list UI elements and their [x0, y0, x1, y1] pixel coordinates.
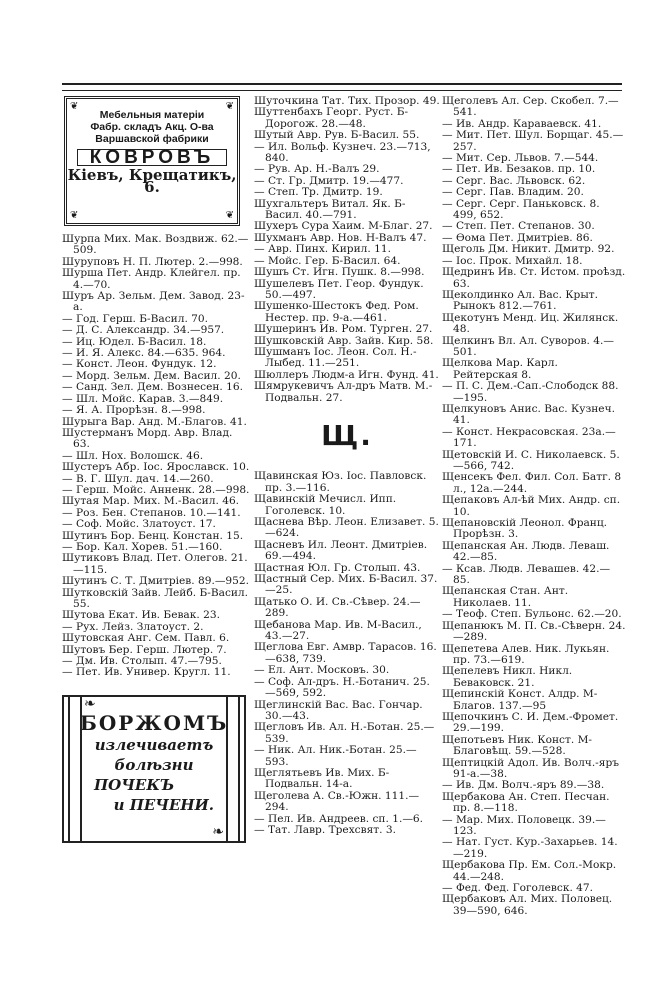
directory-entry: Шурша Пет. Андр. Клейгел. пр. 4.—70. — [62, 267, 241, 291]
column-1 — [62, 96, 250, 843]
directory-entry: Шустеръ Абр. Іос. Ярославск. 10. — [62, 461, 250, 474]
directory-entry: Щелкинъ Вл. Ал. Суворов. 4.—501. — [442, 334, 614, 358]
directory-entry: — Герш. Мойс. Анненк. 28.—998. — [62, 483, 250, 496]
directory-entry: Щастная Юл. Гр. Столып. 43. — [254, 561, 421, 574]
directory-entry: Щептицкій Адол. Ив. Волч.-яръ 91-а.—38. — [442, 756, 619, 780]
directory-entry: Щербаковъ Ал. Мих. Половец. 39—590, 646. — [442, 893, 613, 917]
directory-entry: Щастный Сер. Мих. Б-Васил. 37.—25. — [254, 573, 438, 597]
directory-entry: Щебанова Мар. Ив. М-Васил., 43.—27. — [254, 618, 422, 643]
top-rule-thin — [62, 90, 622, 91]
directory-entry: — Мит. Пет. Шул. Борщаг. 45.—257. — [442, 129, 624, 153]
directory-entry: Шухеръ Сура Хаим. М-Благ. 27. — [254, 220, 433, 233]
directory-entry: Щепаковъ Ал-ѣй Мих. Андр. сп. 10. — [442, 494, 621, 518]
directory-entry: — Степ. Тр. Дмитр. 19. — [254, 186, 383, 199]
directory-entry: — Соф. Ал-дръ. Н.-Ботанич. 25.—569, 592. — [254, 675, 430, 700]
directory-entry: — Серг. Вас. Львовск. 62. — [442, 174, 586, 187]
directory-entry: Щербакова Пр. Ем. Сол.-Мокр. 44.—248. — [442, 859, 617, 883]
directory-entry: — Нат. Густ. Кур.-Захарьев. 14.—219. — [442, 836, 618, 860]
ornament-icon: ❦ — [225, 101, 234, 112]
directory-entry: Щедринъ Ив. Ст. Истом. проѣзд. 63. — [442, 266, 626, 290]
directory-entry: — Фед. Фед. Гоголевск. 47. — [442, 882, 594, 895]
directory-entry: Щелкуновъ Анис. Вас. Кузнеч. 41. — [442, 402, 615, 427]
directory-entry: Щепинскій Конст. Алдр. М-Благов. 137.—95 — [442, 688, 598, 712]
directory-entry: — Пел. Ив. Андреев. сп. 1.—6. — [254, 812, 424, 825]
ornament-icon: ❦ — [70, 209, 79, 221]
directory-entry: — Ив. Андр. Караваевск. 41. — [442, 117, 602, 130]
directory-entry: — Рув. Ар. Н.-Валъ 29. — [254, 163, 380, 176]
directory-entry: Шюллеръ Людм-а Игн. Фунд. 41. — [254, 368, 439, 381]
ad-title: КОВРОВЪ — [77, 149, 227, 166]
ad-borzhom — [62, 695, 246, 843]
top-rule — [62, 83, 622, 85]
directory-entry: — Роз. Бен. Степанов. 10.—141. — [62, 506, 241, 519]
ornament-icon: ❦ — [225, 209, 234, 221]
directory-entry: Шутая Мар. Мих. М.-Васил. 46. — [62, 495, 240, 508]
directory-entry: Шушъ Ст. Игн. Пушк. 8.—998. — [254, 266, 425, 279]
directory-entry: — Конст. Леон. Фундук. 12. — [62, 358, 217, 371]
entry-list — [442, 96, 626, 917]
directory-entry: Шуточкина Тат. Тих. Прозор. 49. — [254, 95, 440, 107]
directory-entry: — Тат. Лавр. Трехсвят. 3. — [254, 823, 396, 836]
ad-line: Мебельныя матеріи — [99, 109, 205, 121]
directory-entry: — И. Я. Алекс. 84.—635. 964. — [62, 347, 226, 360]
directory-entry: Шутковскій Зайв. Лейб. Б-Васил. 55. — [62, 586, 249, 610]
directory-entry: — Пет. Ив. Безаков. пр. 10. — [442, 163, 596, 176]
ad-line: и ПЕЧЕНИ. — [113, 795, 214, 814]
ad-line: Фабр. складъ Акц. О-ва — [90, 121, 214, 133]
directory-entry: Щепелевъ Никл. Никл. Беваковск. 21. — [442, 665, 573, 689]
section-heading: Щ. — [321, 418, 373, 452]
column-3 — [442, 96, 626, 917]
ornament-icon: ❦ — [70, 101, 79, 112]
directory-entry: Шуруповъ Н. П. Лютер. 2.—998. — [62, 255, 243, 268]
directory-entry: — Степ. Пет. Степанов. 30. — [442, 220, 595, 233]
ornament-icon: ❧ — [212, 824, 224, 841]
frame-decoration — [226, 697, 240, 841]
directory-entry: Щеглятьевъ Ив. Мих. Б-Подвальн. 14-а. — [254, 766, 390, 791]
directory-entry: — Теоф. Степ. Бульонс. 62.—20. — [442, 608, 622, 621]
directory-entry: Шухгальтеръ Витал. Як. Б-Васил. 40.—791. — [254, 197, 406, 222]
directory-entry: Щелкова Мар. Карл. Рейтерская 8. — [442, 357, 558, 381]
directory-entry: — Санд. Зел. Дем. Вознесен. 16. — [62, 381, 244, 394]
directory-entry: — Ксав. Людв. Левашев. 42.—85. — [442, 562, 611, 587]
directory-entry: Щепановскій Леонол. Франц. Прорѣзн. 3. — [442, 517, 608, 541]
column-2 — [254, 96, 440, 836]
directory-entry: Щеголева А. Св.-Южн. 111.—294. — [254, 789, 420, 814]
directory-entry: Шутиковъ Влад. Пет. Олегов. 21.—115. — [62, 552, 248, 576]
directory-entry: Шутинъ С. Т. Дмитріев. 89.—952. — [62, 575, 249, 588]
directory-entry: — Я. А. Прорѣзн. 8.—998. — [62, 404, 206, 417]
directory-entry: — Іос. Прок. Михайл. 18. — [442, 254, 583, 267]
ad-line: излечиваетъ болѣзни — [94, 735, 214, 774]
directory-entry: Щепочкинъ С. И. Дем.-Фромет. 29.—199. — [442, 710, 619, 735]
directory-entry: Щепанюкъ М. П. Св.-Сѣверн. 24.—289. — [442, 619, 626, 644]
directory-entry: — Морд. Зельм. Дем. Васил. 20. — [62, 369, 241, 382]
directory-entry: Шушелевъ Пет. Геор. Фундук. 50.—497. — [254, 277, 424, 301]
directory-entry: Щавинская Юз. Іос. Павловск. пр. 3.—116. — [254, 470, 427, 494]
directory-entry: Шушеринъ Ив. Ром. Турген. 27. — [254, 323, 433, 336]
directory-entry: Шушенко-Шестокъ Фед. Ром. Нестер. пр. 9-а.—461. — [254, 300, 419, 324]
ornament-icon: ❧ — [84, 695, 96, 712]
directory-entry: — Бор. Кал. Хорев. 51.—160. — [62, 540, 223, 553]
directory-entry: Шустерманъ Морд. Авр. Влад. 63. — [62, 426, 233, 451]
directory-entry: — Ник. Ал. Ник.-Ботан. 25.—593. — [254, 744, 417, 768]
directory-entry: Щекотунъ Менд. Иц. Жилянск. 48. — [442, 311, 619, 336]
directory-entry: Шуръ Ар. Зельм. Дем. Завод. 23-а. — [62, 290, 245, 314]
directory-entry: — Д. С. Александр. 34.—957. — [62, 324, 225, 337]
directory-entry: — Рух. Лейз. Златоуст. 2. — [62, 620, 204, 633]
directory-entry: — Ив. Дм. Волч.-яръ 89.—38. — [442, 779, 605, 792]
directory-entry: — Мойс. Гер. Б-Васил. 64. — [254, 254, 401, 267]
entry-list — [254, 96, 440, 404]
directory-entry: — Ил. Вольф. Кузнеч. 23.—713, 840. — [254, 140, 431, 165]
directory-entry: — Авр. Пинх. Кирил. 11. — [254, 243, 391, 256]
directory-entry: Щеглинскій Вас. Вас. Гончар. 30.—43. — [254, 698, 423, 722]
directory-entry: Шухманъ Авр. Нов. Н-Валъ 47. — [254, 231, 427, 244]
directory-entry: Шямрукевичъ Ал-дръ Матв. М.-Подвальн. 27. — [254, 380, 433, 404]
ad-line: ПОЧЕКЪ — [94, 775, 175, 794]
directory-entry: Щепетева Алев. Ник. Лукьян. пр. 73.—619. — [442, 642, 610, 666]
directory-entry: — Шл. Мойс. Карав. 3.—849. — [62, 392, 224, 405]
directory-entry: Шурпа Мих. Мак. Воздвиж. 62.—509. — [62, 233, 249, 257]
directory-entry: Щасневъ Ил. Леонт. Дмитріев. 69.—494. — [254, 538, 428, 563]
ad-address: Кіевъ, Крещатикъ, 6. — [67, 166, 237, 196]
directory-entry: — Ѳома Пет. Дмитріев. 86. — [442, 231, 593, 244]
directory-entry: Щеголь Дм. Никит. Дмитр. 92. — [442, 243, 615, 256]
directory-entry: Шурыга Вар. Анд. М.-Благов. 41. — [62, 415, 247, 428]
directory-entry: Шутовская Анг. Сем. Павл. 6. — [62, 632, 230, 645]
directory-entry: — Иц. Юдел. Б-Васил. 18. — [62, 335, 207, 348]
directory-entry: Щепанская Стан. Ант. Николаев. 11. — [442, 585, 569, 609]
directory-entry: — Конст. Некрасовская. 23а.—171. — [442, 425, 616, 450]
directory-entry: — Дм. Ив. Столып. 47.—795. — [62, 655, 222, 668]
directory-entry: Щеголевъ Ал. Сер. Скобел. 7.—541. — [442, 95, 619, 119]
directory-entry: — Серг. Серг. Паньковск. 8. 499, 652. — [442, 197, 600, 222]
directory-entry: — П. С. Дем.-Сап.-Слободск 88.—195. — [442, 380, 619, 404]
directory-entry: — Пет. Ив. Универ. Кругл. 11. — [62, 666, 231, 679]
directory-entry: Щепотьевъ Ник. Конст. М-Благовѣщ. 59.—528. — [442, 733, 593, 758]
directory-entry: Шушковскій Авр. Зайв. Кир. 58. — [254, 334, 434, 347]
frame-decoration — [68, 697, 82, 841]
directory-entry: Щепанская Ан. Людв. Леваш. 42.—85. — [442, 539, 610, 564]
directory-entry: Шутовъ Бер. Герш. Лютер. 7. — [62, 643, 227, 656]
ad-line: Варшавской фабрики — [95, 133, 209, 145]
directory-entry: Шушманъ Іос. Леон. Сол. Н.-Лыбед. 11.—251. — [254, 345, 417, 370]
directory-entry: Щенсекъ Фел. Фил. Сол. Батг. 8 л., 12а.—244. — [442, 471, 622, 495]
ad-title: БОРЖОМЪ — [79, 710, 229, 735]
entry-list — [254, 471, 440, 836]
directory-entry: Щатько О. И. Св.-Сѣвер. 24.—289. — [254, 595, 421, 620]
directory-entry: — Шл. Нох. Волошск. 46. — [62, 449, 204, 462]
ad-kovrov — [64, 96, 240, 226]
directory-entry: — Ел. Ант. Московъ. 30. — [254, 664, 390, 677]
directory-entry: Щетовскій И. С. Николаевск. 5.—566, 742. — [442, 448, 620, 472]
directory-entry: Шуттенбахъ Георг. Руст. Б-Дорогож. 28.—48. — [254, 106, 409, 130]
directory-entry: Щеколдинко Ал. Вас. Крыт. Рынокъ 812.—761. — [442, 288, 598, 313]
directory-entry: — Ст. Гр. Дмитр. 19.—477. — [254, 174, 404, 187]
directory-entry: Щегловъ Ив. Ал. Н.-Ботан. 25.—539. — [254, 721, 435, 745]
directory-entry: Щаснева Вѣр. Леон. Елизавет. 5.—624. — [254, 516, 439, 540]
directory-entry: — Мит. Сер. Львов. 7.—544. — [442, 152, 599, 165]
directory-entry: — Мар. Мих. Половецк. 39.—123. — [442, 813, 606, 837]
directory-entry: Шутинъ Бор. Бенц. Констан. 15. — [62, 529, 244, 542]
directory-entry: Щеглова Евг. Амвр. Тарасов. 16.—638, 739. — [254, 641, 437, 665]
directory-entry: — Соф. Мойс. Златоуст. 17. — [62, 518, 216, 531]
directory-entry: Щавинскій Мечисл. Ипп. Гоголевск. 10. — [254, 493, 397, 517]
directory-entry: — Год. Герш. Б-Васил. 70. — [62, 312, 209, 325]
directory-entry: Щербакова Ан. Степ. Песчан. пр. 8.—118. — [442, 790, 610, 815]
directory-entry: Шутова Екат. Ив. Бевак. 23. — [62, 609, 220, 622]
directory-entry: — В. Г. Шул. дач. 14.—260. — [62, 472, 214, 485]
directory-entry: — Серг. Пав. Владим. 20. — [442, 186, 584, 199]
directory-entry: Шутый Авр. Рув. Б-Васил. 55. — [254, 129, 420, 142]
entry-list — [62, 234, 250, 679]
